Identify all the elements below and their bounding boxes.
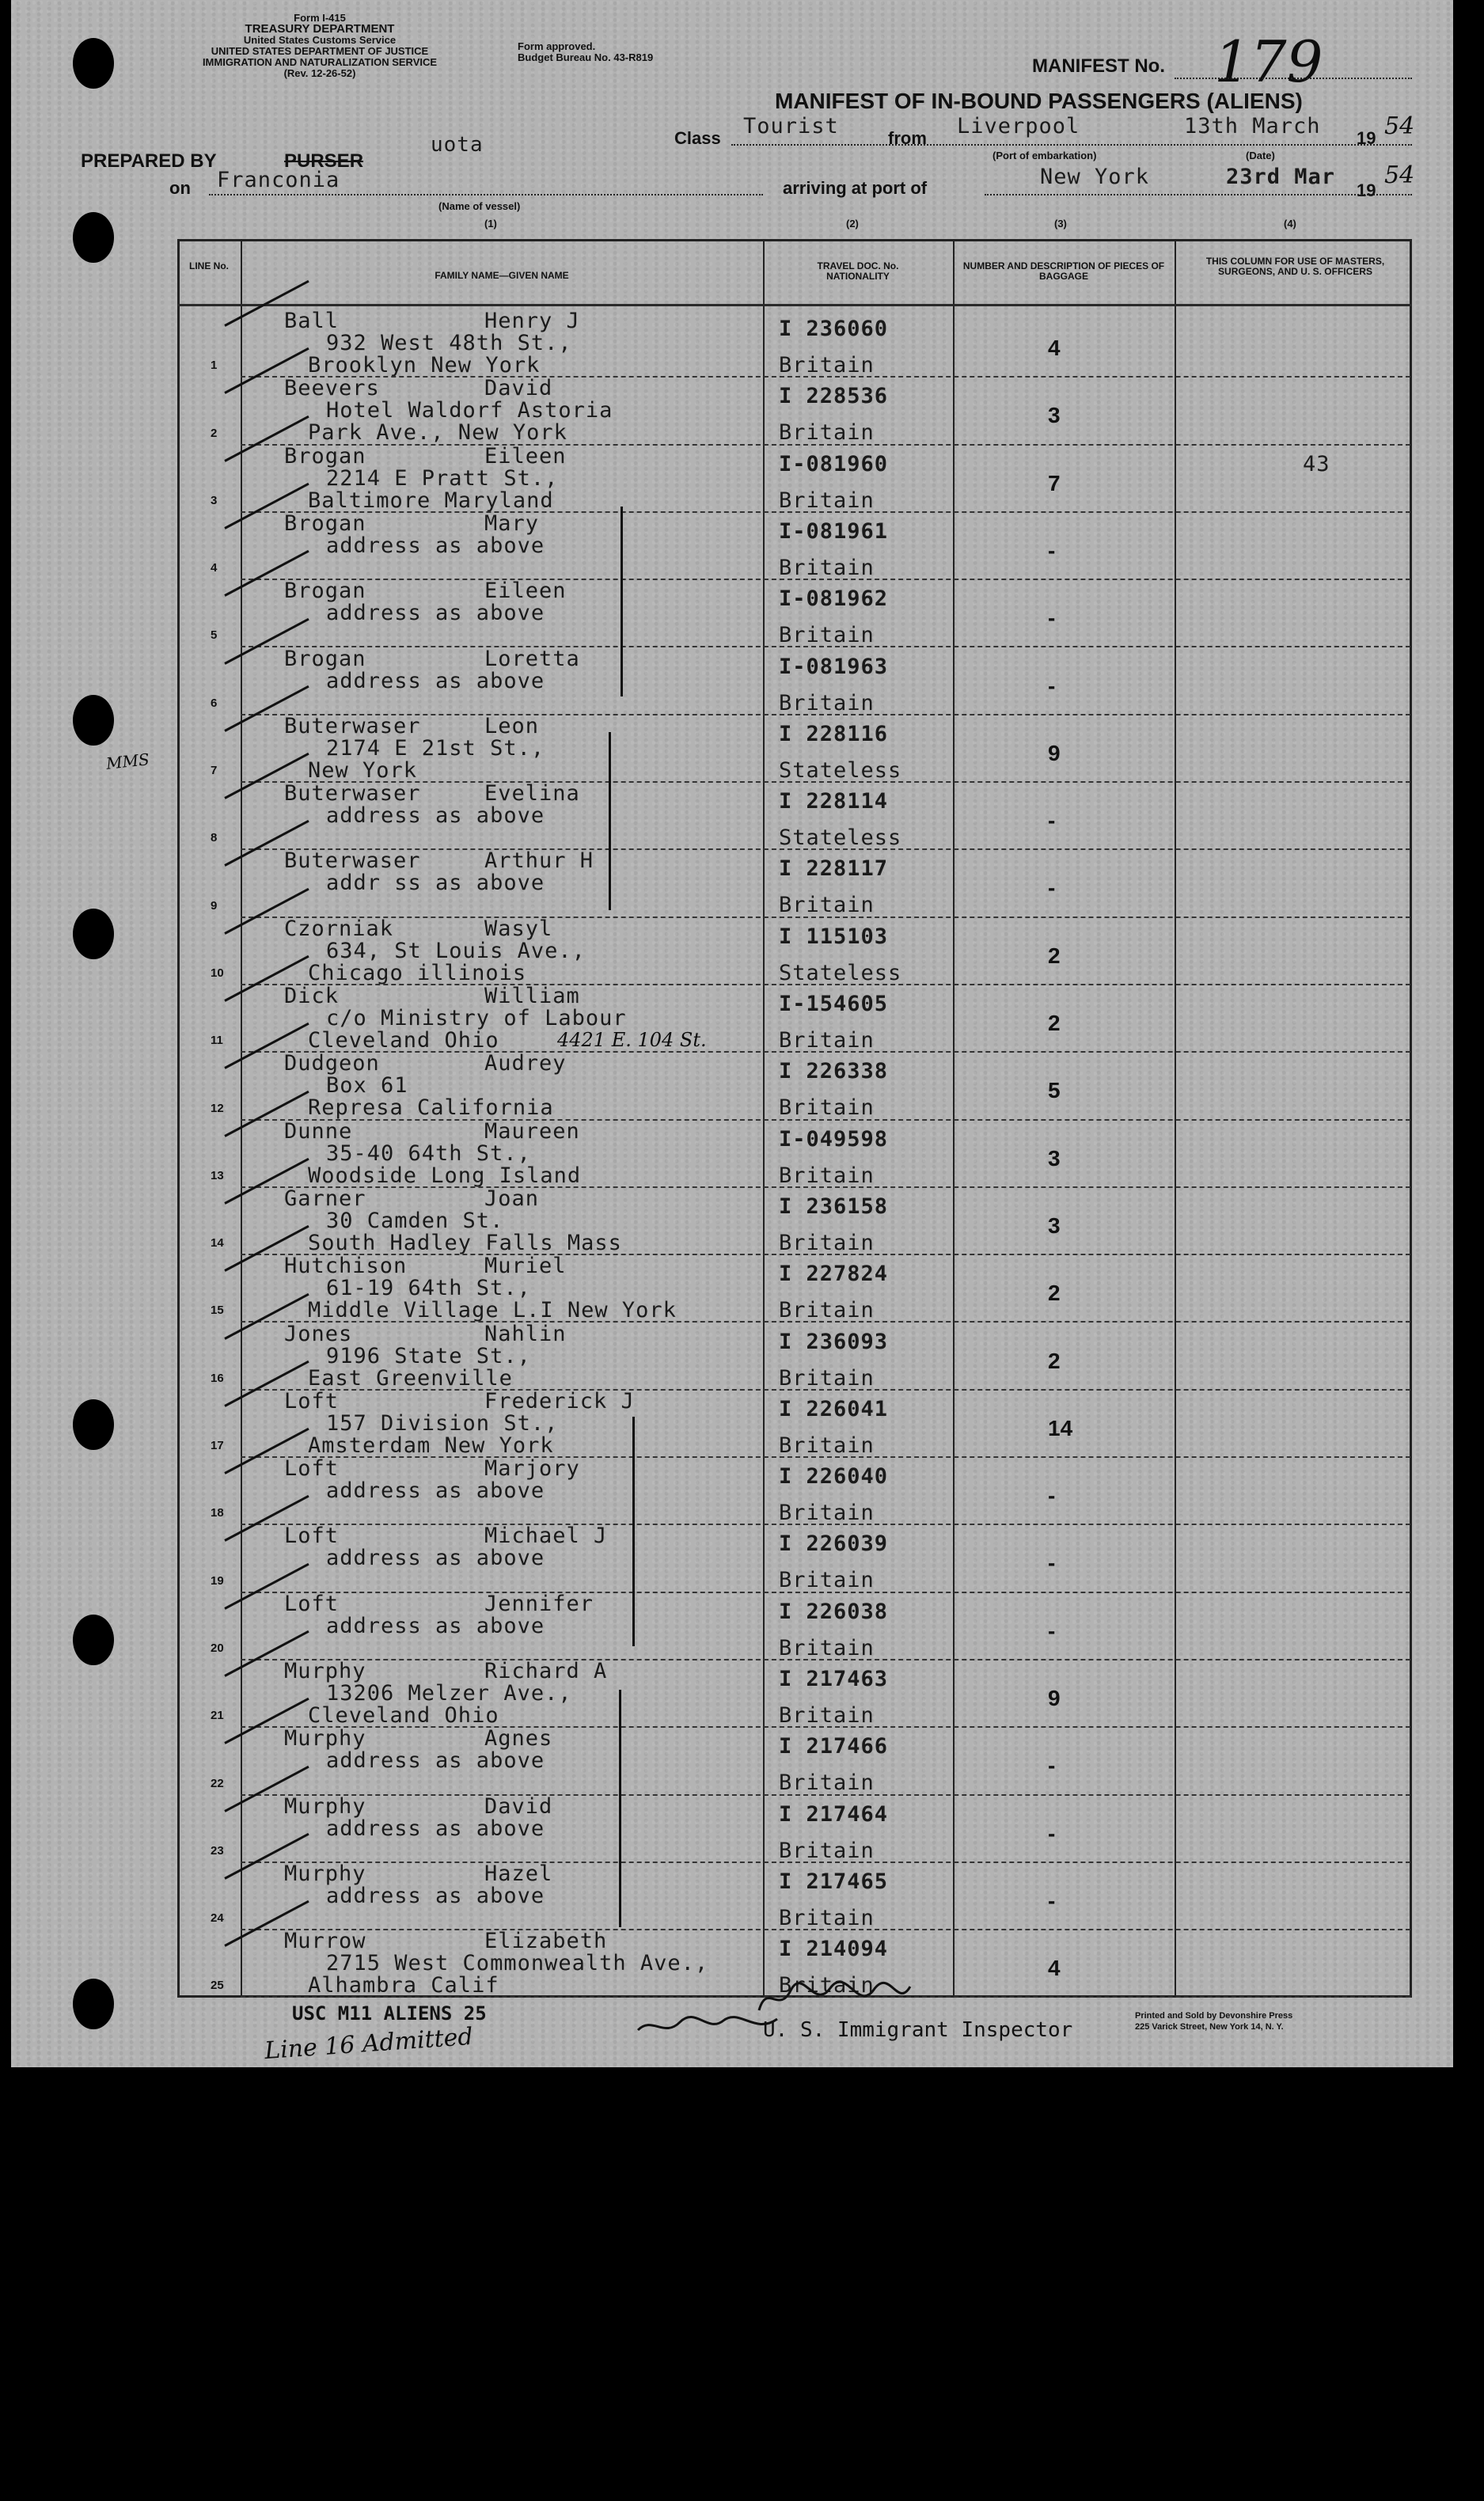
baggage-count: 7 <box>1048 470 1061 495</box>
address-line-1: address as above <box>326 1478 545 1504</box>
given-name: Leon <box>484 713 540 738</box>
table-row <box>177 917 1412 985</box>
travel-doc-number: I 115103 <box>779 924 889 949</box>
given-name: Jennifer <box>484 1591 594 1616</box>
travel-doc-number: I-081960 <box>779 451 889 476</box>
form-approval <box>518 41 653 63</box>
given-name: Elizabeth <box>484 1929 608 1954</box>
given-name: Maureen <box>484 1118 580 1144</box>
given-name: Eileen <box>484 579 567 604</box>
travel-doc-number: I 226039 <box>779 1531 889 1557</box>
col-num-3: (3) <box>1054 218 1067 230</box>
address-line-2: Alhambra Calif <box>308 1973 499 1998</box>
prepared-by-value: PURSER <box>284 150 364 172</box>
table-row <box>177 1592 1412 1660</box>
baggage-count: 3 <box>1048 1145 1061 1171</box>
arrival-year: 54 <box>1384 161 1415 189</box>
given-name: Joan <box>484 1186 540 1211</box>
address-line-1: 157 Division St., <box>326 1410 559 1436</box>
nationality: Britain <box>779 1095 875 1121</box>
baggage-count: 2 <box>1048 943 1061 968</box>
table-row <box>177 781 1412 849</box>
baggage-count: 3 <box>1048 1213 1061 1238</box>
header-rule <box>177 304 1412 306</box>
family-name: Murphy <box>284 1659 366 1683</box>
official-use-note: 43 <box>1303 451 1330 476</box>
family-name: Buterwaser <box>284 713 421 738</box>
nationality: Britain <box>779 1230 875 1255</box>
given-name: Michael J <box>484 1524 608 1549</box>
header-travel-doc: TRAVEL DOC. No. NATIONALITY <box>817 260 899 282</box>
line-number: 19 <box>211 1573 224 1588</box>
header-baggage: NUMBER AND DESCRIPTION OF PIECES OF BAGGAGE <box>962 260 1165 282</box>
manifest-title: MANIFEST OF IN-BOUND PASSENGERS (ALIENS) <box>775 89 1303 113</box>
vessel-caption: (Name of vessel) <box>438 200 521 212</box>
line-number: 22 <box>211 1776 224 1790</box>
nationality: Britain <box>779 555 875 580</box>
baggage-count: - <box>1048 1820 1056 1846</box>
nationality: Britain <box>779 690 875 715</box>
date-caption: (Date) <box>1246 150 1275 161</box>
line-number: 5 <box>211 628 218 643</box>
nationality: Britain <box>779 1163 875 1188</box>
form-approved: Form approved. <box>518 40 596 52</box>
family-name: Brogan <box>284 443 366 469</box>
given-name: Agnes <box>484 1726 553 1751</box>
header-line-no: LINE No. <box>189 260 229 271</box>
port-caption: (Port of embarkation) <box>992 150 1097 161</box>
line-number: 17 <box>211 1439 224 1453</box>
revision: (Rev. 12-26-52) <box>283 67 356 79</box>
address-line-2: Amsterdam New York <box>308 1433 554 1458</box>
baggage-count: - <box>1048 808 1056 833</box>
travel-doc-number: I 227824 <box>779 1262 889 1287</box>
baggage-count: - <box>1048 1753 1056 1778</box>
address-line-1: 35-40 64th St., <box>326 1140 531 1166</box>
address-line-1: address as above <box>326 803 545 829</box>
line-number: 8 <box>211 831 218 845</box>
class-underline <box>731 144 1412 146</box>
footer-code: USC M11 ALIENS 25 <box>292 2002 487 2025</box>
baggage-count: - <box>1048 1483 1056 1509</box>
arrival-date: 23rd Mar <box>1226 165 1336 189</box>
baggage-count: 2 <box>1048 1281 1061 1306</box>
table-row <box>177 1186 1412 1254</box>
from-value: Liverpool <box>957 114 1080 139</box>
address-line-1: address as above <box>326 533 545 558</box>
prepared-by-label: PREPARED BY <box>81 150 217 172</box>
nationality: Britain <box>779 1298 875 1323</box>
departure-date: 13th March <box>1184 114 1321 139</box>
travel-doc-number: I 236158 <box>779 1194 889 1219</box>
table-row <box>177 1794 1412 1862</box>
address-line-1: c/o Ministry of Labour <box>326 1006 627 1030</box>
address-line-2: Woodside Long Island <box>308 1163 582 1188</box>
nationality: Britain <box>779 353 875 378</box>
travel-doc-number: I-081963 <box>779 654 889 679</box>
baggage-count: 3 <box>1048 403 1061 428</box>
travel-doc-number: I 217466 <box>779 1734 889 1759</box>
address-line-1: address as above <box>326 1546 545 1571</box>
address-line-2: Baltimore Maryland <box>308 488 554 513</box>
binder-hole <box>73 38 114 89</box>
form-department-block <box>169 13 470 79</box>
manifest-number: 179 <box>1214 28 1323 95</box>
travel-doc-number: I 226040 <box>779 1464 889 1490</box>
line-number: 23 <box>211 1843 224 1858</box>
travel-doc-number: I-081961 <box>779 518 889 544</box>
family-name: Ball <box>284 309 340 333</box>
baggage-count: 9 <box>1048 1686 1061 1710</box>
address-line-2: Chicago illinois <box>308 960 527 985</box>
given-name: Arthur H <box>484 848 594 874</box>
arriving-port: New York <box>1040 165 1150 189</box>
address-line-2: Represa California <box>308 1095 554 1121</box>
nationality: Stateless <box>779 825 902 851</box>
travel-doc-number: I 226338 <box>779 1059 889 1084</box>
family-name: Murrow <box>284 1929 366 1954</box>
binder-hole <box>73 1979 114 2029</box>
customs-service: United States Customs Service <box>243 34 397 46</box>
line-number: 14 <box>211 1236 224 1250</box>
nationality: Britain <box>779 488 875 513</box>
printer-line-1: Printed and Sold by Devonshire Press <box>1135 2011 1293 2021</box>
baggage-count: - <box>1048 605 1056 631</box>
baggage-count: 2 <box>1048 1011 1061 1035</box>
family-name: Jones <box>284 1321 353 1346</box>
family-name: Buterwaser <box>284 848 421 874</box>
table-row <box>177 848 1412 917</box>
nationality: Britain <box>779 1703 875 1728</box>
family-name: Loft <box>284 1388 340 1414</box>
col-num-4: (4) <box>1284 218 1296 230</box>
row11-handwritten-address: 4421 E. 104 St. <box>557 1029 707 1051</box>
nationality: Stateless <box>779 960 902 985</box>
address-line-2: Cleveland Ohio <box>308 1028 499 1053</box>
given-name: William <box>484 984 580 1008</box>
nationality: Britain <box>779 1501 875 1526</box>
address-line-1: 2174 E 21st St., <box>326 735 545 761</box>
table-row <box>177 1389 1412 1457</box>
travel-doc-number: I 217463 <box>779 1667 889 1691</box>
address-line-1: 61-19 64th St., <box>326 1276 531 1301</box>
address-line-2: Cleveland Ohio <box>308 1703 499 1728</box>
given-name: Audrey <box>484 1051 567 1076</box>
printer-credit <box>1135 2010 1292 2032</box>
margin-note: MMS <box>104 750 150 773</box>
given-name: Mary <box>484 510 540 536</box>
address-line-1: 30 Camden St. <box>326 1208 504 1233</box>
quota-label: uota <box>431 133 484 157</box>
ins-service: IMMIGRATION AND NATURALIZATION SERVICE <box>202 56 438 68</box>
treasury-dept: TREASURY DEPARTMENT <box>245 22 395 36</box>
header-family-name: FAMILY NAME—GIVEN NAME <box>435 270 569 281</box>
address-line-1: address as above <box>326 1748 545 1774</box>
nationality: Britain <box>779 1433 875 1458</box>
address-line-1: address as above <box>326 1883 545 1908</box>
vessel-underline <box>209 194 763 195</box>
nationality: Britain <box>779 1905 875 1930</box>
table-row <box>177 1254 1412 1322</box>
class-value: Tourist <box>743 114 839 139</box>
table-row <box>177 1456 1412 1524</box>
col-num-2: (2) <box>846 218 859 230</box>
address-line-2: Middle Village L.I New York <box>308 1298 677 1323</box>
family-name: Buterwaser <box>284 781 421 806</box>
baggage-count: - <box>1048 673 1056 698</box>
address-line-1: address as above <box>326 601 545 626</box>
given-name: Nahlin <box>484 1321 567 1346</box>
baggage-count: - <box>1048 875 1056 901</box>
family-name: Brogan <box>284 646 366 671</box>
given-name: Eileen <box>484 443 567 469</box>
inspector-signature <box>755 1979 913 2018</box>
line-number: 21 <box>211 1709 224 1723</box>
table-row <box>177 984 1412 1052</box>
table-row <box>177 1322 1412 1390</box>
class-label: Class <box>674 128 721 148</box>
table-row <box>177 1726 1412 1794</box>
given-name: Loretta <box>484 646 580 671</box>
family-name: Dick <box>284 984 340 1008</box>
table-row <box>177 579 1412 647</box>
family-name: Hutchison <box>284 1254 408 1279</box>
year-label: 19 <box>1357 128 1376 148</box>
line-number: 7 <box>211 764 218 778</box>
table-row <box>177 714 1412 782</box>
family-name: Murphy <box>284 1793 366 1819</box>
printer-line-2: 225 Varick Street, New York 14, N. Y. <box>1135 2022 1284 2032</box>
bracket-mark <box>619 1690 621 1927</box>
line-number: 9 <box>211 898 218 913</box>
address-line-2: South Hadley Falls Mass <box>308 1230 622 1255</box>
nationality: Britain <box>779 1973 875 1998</box>
nationality: Britain <box>779 1838 875 1863</box>
line-number: 12 <box>211 1101 224 1115</box>
travel-doc-number: I 228114 <box>779 789 889 814</box>
line-number: 20 <box>211 1641 224 1655</box>
address-line-1: Hotel Waldorf Astoria <box>326 398 613 423</box>
family-name: Dudgeon <box>284 1051 380 1076</box>
line-number: 10 <box>211 966 224 980</box>
travel-doc-number: I 226038 <box>779 1599 889 1624</box>
baggage-count: 14 <box>1048 1415 1073 1440</box>
form-number: Form I-415 <box>294 12 346 24</box>
travel-doc-number: I 214094 <box>779 1937 889 1962</box>
travel-doc-number: I 228116 <box>779 721 889 746</box>
line-number: 13 <box>211 1168 224 1182</box>
nationality: Britain <box>779 1028 875 1053</box>
table-row <box>177 1051 1412 1119</box>
line-number: 3 <box>211 493 218 507</box>
binder-hole <box>73 909 114 959</box>
justice-dept: UNITED STATES DEPARTMENT OF JUSTICE <box>211 45 429 57</box>
given-name: Frederick J <box>484 1388 635 1414</box>
baggage-count: 9 <box>1048 740 1061 765</box>
address-line-1: 634, St Louis Ave., <box>326 938 586 963</box>
baggage-count: 5 <box>1048 1078 1061 1103</box>
family-name: Brogan <box>284 579 366 604</box>
line-number: 15 <box>211 1304 224 1318</box>
address-line-1: address as above <box>326 668 545 693</box>
given-name: Wasyl <box>484 916 553 941</box>
travel-doc-number: I 236060 <box>779 317 889 341</box>
table-row <box>177 444 1412 512</box>
address-line-1: 2214 E Pratt St., <box>326 465 559 491</box>
bracket-mark <box>609 732 611 910</box>
given-name: Marjory <box>484 1456 580 1482</box>
line-number: 6 <box>211 696 218 710</box>
address-line-1: address as above <box>326 1613 545 1638</box>
table-row <box>177 647 1412 715</box>
baggage-count: - <box>1048 537 1056 563</box>
baggage-count: - <box>1048 1618 1056 1643</box>
year-value: 54 <box>1384 112 1415 140</box>
on-label: on <box>169 178 191 198</box>
binder-hole <box>73 1615 114 1665</box>
travel-doc-number: I 228117 <box>779 856 889 882</box>
family-name: Murphy <box>284 1861 366 1886</box>
nationality: Britain <box>779 1568 875 1593</box>
footer-handwritten-note: Line 16 Admitted <box>264 2022 474 2066</box>
baggage-count: 2 <box>1048 1348 1061 1373</box>
given-name: Henry J <box>484 309 580 333</box>
travel-doc-number: I 217464 <box>779 1801 889 1827</box>
arriving-label: arriving at port of <box>783 178 928 198</box>
binder-hole <box>73 695 114 746</box>
baggage-count: 4 <box>1048 1956 1061 1981</box>
nationality: Britain <box>779 1365 875 1391</box>
address-line-1: 2715 West Commonwealth Ave., <box>326 1951 709 1976</box>
travel-doc-number: I 236093 <box>779 1329 889 1354</box>
address-line-1: 9196 State St., <box>326 1343 531 1368</box>
manifest-page <box>11 0 1453 2067</box>
line-number: 11 <box>211 1034 223 1048</box>
binder-hole <box>73 212 114 263</box>
line-number: 2 <box>211 426 218 440</box>
baggage-count: - <box>1048 1550 1056 1576</box>
binder-hole <box>73 1399 114 1450</box>
vessel-name: Franconia <box>217 168 340 192</box>
family-name: Loft <box>284 1456 340 1482</box>
family-name: Beevers <box>284 376 380 401</box>
baggage-count: - <box>1048 1888 1056 1913</box>
table-row <box>177 511 1412 579</box>
address-line-1: 13206 Melzer Ave., <box>326 1681 572 1706</box>
budget-bureau: Budget Bureau No. 43-R819 <box>518 51 654 63</box>
travel-doc-number: I 228536 <box>779 384 889 409</box>
nationality: Britain <box>779 1770 875 1796</box>
table-row <box>177 1862 1412 1930</box>
line-number: 4 <box>211 561 218 575</box>
address-line-1: addr ss as above <box>326 871 545 896</box>
table-row <box>177 309 1412 377</box>
table-row <box>177 1659 1412 1727</box>
table-row <box>177 376 1412 444</box>
nationality: Stateless <box>779 757 902 783</box>
address-line-1: address as above <box>326 1816 545 1841</box>
arrival-underline <box>985 194 1412 195</box>
line-number: 16 <box>211 1371 224 1385</box>
line-number: 1 <box>211 359 218 373</box>
manifest-number-underline <box>1175 78 1412 79</box>
nationality: Britain <box>779 1635 875 1660</box>
address-line-2: Park Ave., New York <box>308 420 567 446</box>
col-num-1: (1) <box>484 218 497 230</box>
line-number: 18 <box>211 1506 224 1520</box>
family-name: Brogan <box>284 510 366 536</box>
table-row <box>177 1119 1412 1187</box>
travel-doc-number: I 217465 <box>779 1869 889 1894</box>
travel-doc-number: I-154605 <box>779 992 889 1016</box>
line-number: 24 <box>211 1911 224 1926</box>
given-name: Richard A <box>484 1659 608 1683</box>
bracket-mark <box>632 1417 635 1646</box>
address-line-2: Brooklyn New York <box>308 353 541 378</box>
address-line-2: East Greenville <box>308 1365 513 1391</box>
family-name: Loft <box>284 1591 340 1616</box>
bracket-mark <box>621 507 623 696</box>
nationality: Britain <box>779 623 875 648</box>
manifest-number-label: MANIFEST No. <box>1032 55 1165 77</box>
line-number: 25 <box>211 1979 224 1993</box>
address-line-2: New York <box>308 757 418 783</box>
baggage-count: 4 <box>1048 336 1061 360</box>
family-name: Czorniak <box>284 916 394 941</box>
header-official-use: THIS COLUMN FOR USE OF MASTERS, SURGEONS, AND U. S. OFFICERS <box>1205 256 1385 277</box>
travel-doc-number: I-081962 <box>779 586 889 612</box>
address-line-1: 932 West 48th St., <box>326 331 572 355</box>
family-name: Dunne <box>284 1118 353 1144</box>
address-line-1: Box 61 <box>326 1073 408 1099</box>
given-name: Hazel <box>484 1861 553 1886</box>
family-name: Loft <box>284 1524 340 1549</box>
given-name: Evelina <box>484 781 580 806</box>
travel-doc-number: I 226041 <box>779 1396 889 1421</box>
given-name: David <box>484 376 553 401</box>
nationality: Britain <box>779 420 875 446</box>
table-row <box>177 1524 1412 1592</box>
given-name: David <box>484 1793 553 1819</box>
family-name: Murphy <box>284 1726 366 1751</box>
nationality: Britain <box>779 893 875 918</box>
arrival-year-label: 19 <box>1357 180 1376 200</box>
given-name: Muriel <box>484 1254 567 1279</box>
travel-doc-number: I-049598 <box>779 1126 889 1152</box>
from-label: from <box>888 128 927 148</box>
family-name: Garner <box>284 1186 366 1211</box>
inspector-title: U. S. Immigrant Inspector <box>763 2018 1073 2042</box>
